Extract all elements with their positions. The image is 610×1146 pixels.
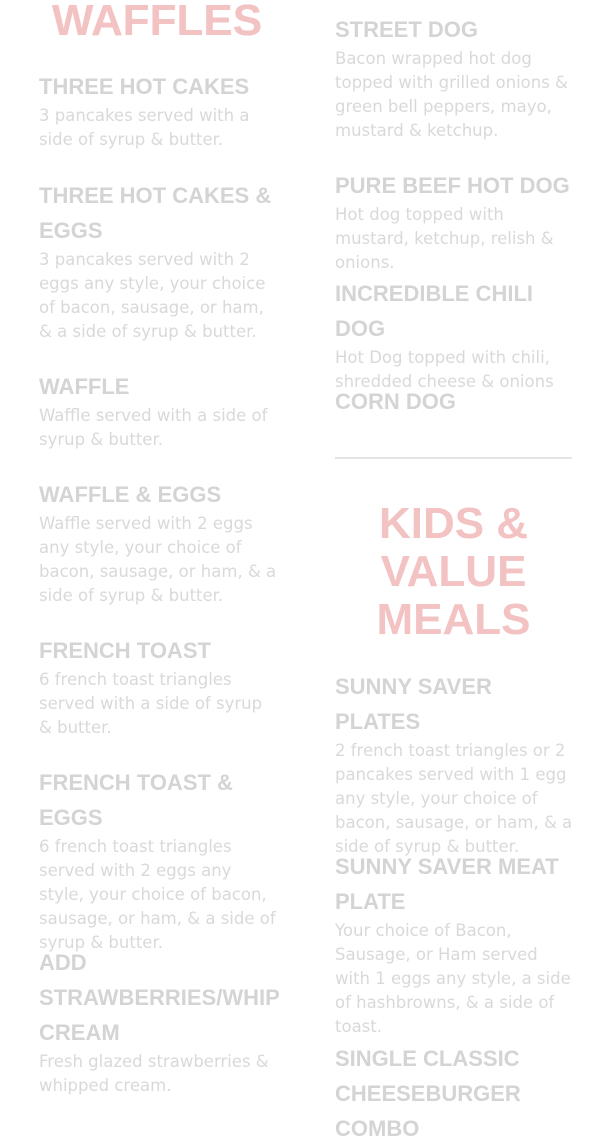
menu-item bbox=[335, 276, 575, 394]
menu-item bbox=[39, 633, 279, 740]
item-name: INCREDIBLE CHILI DOG bbox=[335, 281, 533, 341]
item-name: WAFFLE bbox=[39, 374, 130, 399]
item-description: Your choice of Bacon, Sausage, or Ham served with 1 eggs any style, a side of hashbrowns, & a side of toast. bbox=[335, 921, 571, 1036]
item-description: Fresh glazed strawberries & whipped cream. bbox=[39, 1052, 269, 1095]
item-description: Waffle served with a side of syrup & butter. bbox=[39, 406, 268, 449]
item-name: SINGLE CLASSIC CHEESEBURGER COMBO bbox=[335, 1046, 521, 1141]
section-divider bbox=[335, 457, 572, 459]
item-description: Hot dog topped with mustard, ketchup, relish & onions. bbox=[335, 205, 554, 272]
menu-item bbox=[335, 1041, 575, 1146]
menu-item bbox=[335, 168, 575, 275]
item-description: 2 french toast triangles or 2 pancakes served with 1 egg any style, your choice of bacon, sausage, or ham, & a side of syrup & butter. bbox=[335, 741, 573, 856]
menu-item bbox=[39, 765, 279, 955]
item-name: PURE BEEF HOT DOG bbox=[335, 173, 570, 198]
section-title-waffles: WAFFLES bbox=[51, 0, 263, 45]
menu-item bbox=[39, 69, 279, 152]
item-name: SUNNY SAVER PLATES bbox=[335, 674, 492, 734]
item-description: 3 pancakes served with 2 eggs any style, your choice of bacon, sausage, or ham, & a side of syrup & butter. bbox=[39, 250, 266, 341]
item-description: 3 pancakes served with a side of syrup & butter. bbox=[39, 106, 250, 149]
item-description: Waffle served with 2 eggs any style, your choice of bacon, sausage, or ham, & a side of syrup & butter. bbox=[39, 514, 277, 605]
item-name: SUNNY SAVER MEAT PLATE bbox=[335, 854, 559, 914]
menu-item bbox=[335, 12, 575, 143]
section-title-kids-value-meals: KIDS & VALUE MEALS bbox=[376, 499, 531, 644]
menu-item bbox=[335, 384, 575, 419]
menu-item bbox=[335, 849, 575, 1039]
item-description: 6 french toast triangles served with 2 eggs any style, your choice of bacon, sausage, or ham, & a side of syrup & butter. bbox=[39, 837, 276, 952]
menu-item bbox=[39, 945, 280, 1098]
menu-item bbox=[335, 669, 575, 859]
menu-item bbox=[39, 477, 279, 608]
menu-item bbox=[39, 178, 279, 344]
item-name: STREET DOG bbox=[335, 17, 479, 42]
item-name: CORN DOG bbox=[335, 389, 456, 414]
item-name: FRENCH TOAST bbox=[39, 638, 211, 663]
item-name: ADD STRAWBERRIES/WHIP CREAM bbox=[39, 950, 280, 1045]
item-name: WAFFLE & EGGS bbox=[39, 482, 222, 507]
item-description: Hot Dog topped with chili, shredded cheese & onions bbox=[335, 348, 554, 391]
menu-item bbox=[39, 369, 279, 452]
item-name: THREE HOT CAKES bbox=[39, 74, 250, 99]
item-description: Bacon wrapped hot dog topped with grilled onions & green bell peppers, mayo, mustard & ketchup. bbox=[335, 49, 568, 140]
item-name: THREE HOT CAKES & EGGS bbox=[39, 183, 272, 243]
item-description: 6 french toast triangles served with a side of syrup & butter. bbox=[39, 670, 263, 737]
item-name: FRENCH TOAST & EGGS bbox=[39, 770, 233, 830]
